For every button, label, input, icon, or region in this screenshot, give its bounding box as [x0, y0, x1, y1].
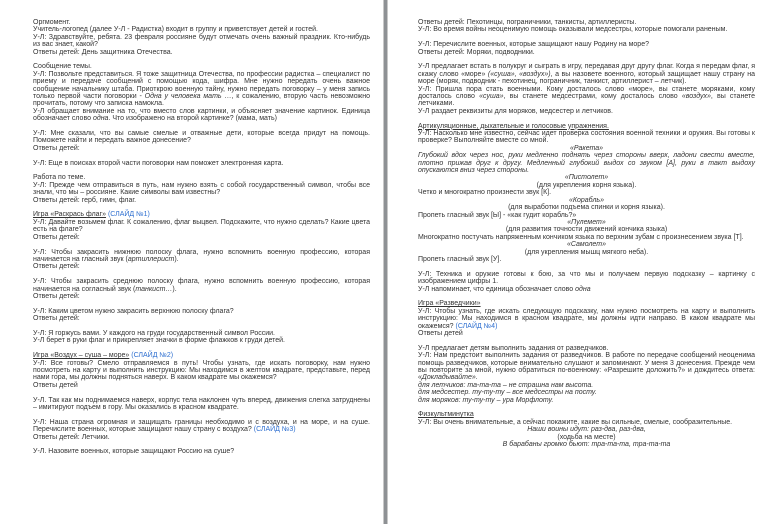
- left-column: [33, 19, 370, 456]
- report-line: для медсестер. ту-ту-ту – все медсестры на посту.: [418, 389, 597, 397]
- paragraph: [33, 419, 370, 434]
- paragraph: У-Л раздает реквизиты для моряков, медсестер и летчиков.: [418, 107, 613, 115]
- exercise-title: «Ракета»: [569, 144, 604, 152]
- paragraph: Ответы детей:: [33, 263, 80, 271]
- slide-link[interactable]: (СЛАЙД №1): [107, 211, 150, 219]
- exercise-title: «Корабль»: [568, 196, 604, 204]
- section-heading: Физкультминутка: [418, 411, 474, 419]
- paragraph: Ответы детей:: [33, 233, 80, 241]
- text: , вы станете летчиками.: [418, 93, 755, 108]
- paragraph: У-Л. Назовите военных, которые защищают Россию на суше?: [33, 448, 235, 456]
- text: , а вы назовете военного, который защищает нашу страну на море (моряк, подводник - пехотинец, пограничник, танкист, артиллерист – летчик).: [418, 70, 755, 86]
- text: У-Л предлагает встать в полукруг и сыграть в игру, передавая друг другу флаг. Когда я передам флаг, я скажу слово «море»: [418, 63, 755, 78]
- paragraph: [33, 249, 370, 264]
- paragraph: [418, 286, 755, 293]
- exercise-title: «Самолет»: [567, 241, 606, 249]
- text: У-Л напоминает, что единица обозначает слово: [418, 285, 574, 293]
- exercise-text: Пропеть гласный звук [Ы] - «как гудит корабль?»: [418, 211, 577, 219]
- paragraph: У-Л: Здравствуйте, ребята. 23 февраля россияне будут отмечать очень важный праздник. Кто-нибудь из вас знает, какой?: [33, 33, 370, 49]
- document-page-left: [0, 0, 383, 524]
- paragraph: Учитель-логопед (далее У-Л - Радистка) входит в группу и приветствует детей и гостей.: [33, 26, 319, 34]
- report-line: для летчиков: та-та-та – не страшна нам высота.: [418, 381, 594, 389]
- paragraph: [418, 86, 755, 108]
- text: У-Л: Пришла пора стать военными. Кому досталось слово «море», вы станете моряками, кому досталось слово: [418, 85, 755, 101]
- paragraph: У-Л: Мне сказали, что вы самые смелые и отважные дети, которые всегда придут на помощь. Поможете найти и передать важное донесение?: [33, 130, 370, 145]
- paragraph: У-Л предлагает детям выполнить задания от разведчиков.: [418, 344, 609, 352]
- text: , вы станете медсестрами, кому досталось слово: [503, 93, 678, 101]
- section-heading: Игра «Разведчики»: [418, 300, 481, 308]
- paragraph: У-Л: Перечислите военных, которые защищают нашу Родину на море?: [418, 41, 649, 49]
- slide-link[interactable]: (СЛАЙД №3): [253, 426, 296, 434]
- paragraph: У-Л: Во время войны неоценимую помощь оказывали медсестры, которые помогали раненым.: [418, 26, 728, 34]
- paragraph: Ответы детей: Летчики.: [33, 433, 110, 441]
- italic-text: («суша», «воздух»): [487, 70, 551, 78]
- exercise-purpose: (для выработки подъема спинки и корня языка).: [508, 204, 665, 212]
- exercise-purpose: (для укрепления мышц мягкого неба).: [524, 248, 649, 256]
- verse-line: В барабаны громко бьют: тра-та-та, тра-та-та: [502, 441, 671, 449]
- slide-link[interactable]: (СЛАЙД №2): [131, 352, 174, 360]
- italic-text: одна: [92, 115, 109, 123]
- paragraph: [33, 71, 370, 108]
- exercise-text: Пропеть гласный звук [У].: [418, 255, 502, 263]
- text: У-Л: Чтобы закрасить нижнюю полоску флага, нужно вспомнить военную профессию, которая начинается на гласный звук (: [33, 248, 370, 263]
- paragraph: [33, 108, 370, 123]
- paragraph: У-Л: Еще в поисках второй части поговорки нам поможет электронная карта.: [33, 159, 284, 167]
- paragraph: [418, 352, 755, 382]
- right-column: [418, 19, 755, 448]
- paragraph: Ответы детей: герб, гимн, флаг.: [33, 196, 137, 204]
- paragraph: Ответы детей:: [33, 315, 80, 323]
- paragraph: [33, 278, 370, 293]
- section-heading: Работа по теме.: [33, 174, 86, 182]
- section-heading: Игра «Раскрась флаг»: [33, 211, 107, 219]
- paragraph: У-Л: Каким цветом нужно закрасить верхнюю полоску флага?: [33, 307, 234, 315]
- paragraph: Ответы детей:: [33, 292, 80, 300]
- paragraph: [418, 63, 755, 85]
- text: …, к сожалению, вторую часть невозможно прочитать, потому что записка намокла.: [33, 93, 370, 108]
- exercise-purpose: (для укрепления корня языка).: [536, 181, 637, 189]
- paragraph: У-Л: Прежде чем отправиться в путь, нам нужно взять с собой государственный символ, чтобы все знали, что мы – россияне. Какие символы вам известны?: [33, 181, 370, 197]
- section-heading: Артикуляционные, дыхательные и голосовые упражнения.: [418, 122, 609, 130]
- italic-text: артиллерист: [127, 255, 175, 263]
- paragraph: Ответы детей: Пехотинцы, пограничники, танкисты, артиллеристы.: [418, 19, 637, 26]
- text: У-Л: Нам предстоит выполнить задания от разведчиков. В работе по передаче сообщений неоценима помощь разведчиков, которые внимательно слушают и запоминают. У меня 3 донесения. Прежде чем вы повторите за мной, нужно обратиться по-военному: «Разрешите доложить?» и дождитесь ответа:: [418, 352, 755, 374]
- italic-text: «воздух»: [681, 93, 711, 101]
- paragraph: У-Л: Вы очень внимательные, а сейчас покажите, какие вы сильные, смелые, сообразительные.: [418, 418, 733, 426]
- document-page-right: [388, 0, 770, 524]
- exercise-text: Четко и многократно произнести звук [К].: [418, 189, 552, 197]
- paragraph: У-Л: Давайте возьмем флаг. К сожалению, флаг выцвел. Подскажите, что нужно сделать? Какие цвета есть на флаге?: [33, 218, 370, 234]
- exercise-title: «Пулемет»: [567, 218, 606, 226]
- italic-text: Одна у человека мать: [144, 93, 222, 101]
- section-heading: Сообщение темы.: [33, 63, 92, 71]
- text: У-Л: Наша страна огромная и защищать границы необходимо и с воздуха, и на море, и на суше. Перечислите военных, которые защищают нашу страну с воздуха?: [33, 418, 370, 434]
- text: ).: [174, 255, 179, 263]
- italic-text: одна: [575, 285, 591, 293]
- paragraph: У-Л: Техника и оружие готовы к бою, за что мы и получаем первую подсказку – картинку с изображением цифры 1.: [418, 270, 755, 286]
- paragraph: Ответы детей:: [33, 144, 80, 152]
- verse-line: Наши воины идут: раз-два, раз-два,: [527, 426, 646, 434]
- section-heading-line: [33, 211, 370, 218]
- section-heading-line: [33, 352, 370, 359]
- exercise-text: Глубокий вдох через нос, руки медленно поднять через стороны вверх, ладони свести вместе, плотно прижав друг к другу. Медленный глубокий выдох со звуком [А], руки в такт выдоху опускаются вниз через стороны.: [418, 152, 755, 175]
- paragraph: У-Л берет в руки флаг и прикрепляет значки в форме флажков к груди детей.: [33, 337, 285, 345]
- section-heading: Игра «Воздух – суша – море»: [33, 352, 130, 360]
- text: У-Л: Позвольте представиться. Я тоже защитница Отечества, по профессии радистка – специалист по приему и передаче сообщений с помощью кода, шифра. Мне нужно передать очень важное сообщение начальнику штаба. Приоткрою военную тайну, нужно передать поговорку – у меня запись только первой части поговорки -: [33, 70, 370, 101]
- paragraph: Ответы детей: День защитника Отечества.: [33, 48, 173, 56]
- italic-text: «суша»: [479, 93, 504, 101]
- text: . Что изображено на второй картинке? (мама, мать): [108, 115, 277, 123]
- paragraph: Ответы детей: Моряки, подводники.: [418, 48, 535, 56]
- exercise-text: Многократно постучать напряженным кончиком языка по верхним зубам с произнесением звука [Т].: [418, 233, 744, 241]
- slide-link[interactable]: (СЛАЙД №4): [455, 322, 498, 330]
- italic-text: танкист…: [135, 285, 173, 293]
- text: У-Л: Чтобы закрасить среднюю полоску флага, нужно вспомнить военную профессию, которая начинается на согласный звук (: [33, 278, 370, 293]
- exercise-purpose: (для развития точности движений кончика языка): [505, 226, 668, 234]
- paragraph: У-Л: Я горжусь вами. У каждого на груди государственный символ России.: [33, 329, 275, 337]
- text: У-Л обращает внимание на то, что вместо слов картинки, и объясняет значение картинок. Единица обозначает слово: [33, 107, 370, 123]
- italic-text: «Докладывайте».: [418, 374, 478, 382]
- paragraph: Ответы детей: [33, 381, 78, 389]
- paragraph: У-Л: Все готовы? Смело отправляемся в путь! Чтобы узнать, где искать поговорку, нам нужно посмотреть на карту и выполнить инструкцию: Мы находимся в желтом квадрате, представьте, перед нами гора, мы должны подняться наверх. В каком квадрате мы окажемся?: [33, 359, 370, 382]
- section-heading: Оргмомент.: [33, 19, 71, 26]
- paragraph: Ответы детей: [418, 329, 463, 337]
- text: У-Л: Чтобы узнать, где искать следующую подсказку, нам нужно посмотреть на карту и выполнить инструкцию: Мы находимся в красном квадрате, мы должны идти направо. В каком квадрате мы окажемся?: [418, 307, 755, 330]
- paragraph: У-Л: Насколько мне известно, сейчас идет проверка состояния военной техники и оружия. Вы готовы к проверке? Выполняйте вместе со мной.: [418, 130, 755, 145]
- paragraph: [418, 308, 755, 330]
- paragraph: У-Л. Так как мы поднимаемся наверх, корпус тела наклонен чуть вперед, движения слегка затруднены – имитируют подъем в гору. Мы оказались в красном квадрате.: [33, 396, 370, 411]
- exercise-title: «Пистолет»: [564, 174, 609, 182]
- report-line: для моряков: ту-ту-ту – ура Морфлоту.: [418, 396, 554, 404]
- verse-line: (ходьба на месте): [557, 433, 616, 441]
- text: ).: [172, 285, 177, 293]
